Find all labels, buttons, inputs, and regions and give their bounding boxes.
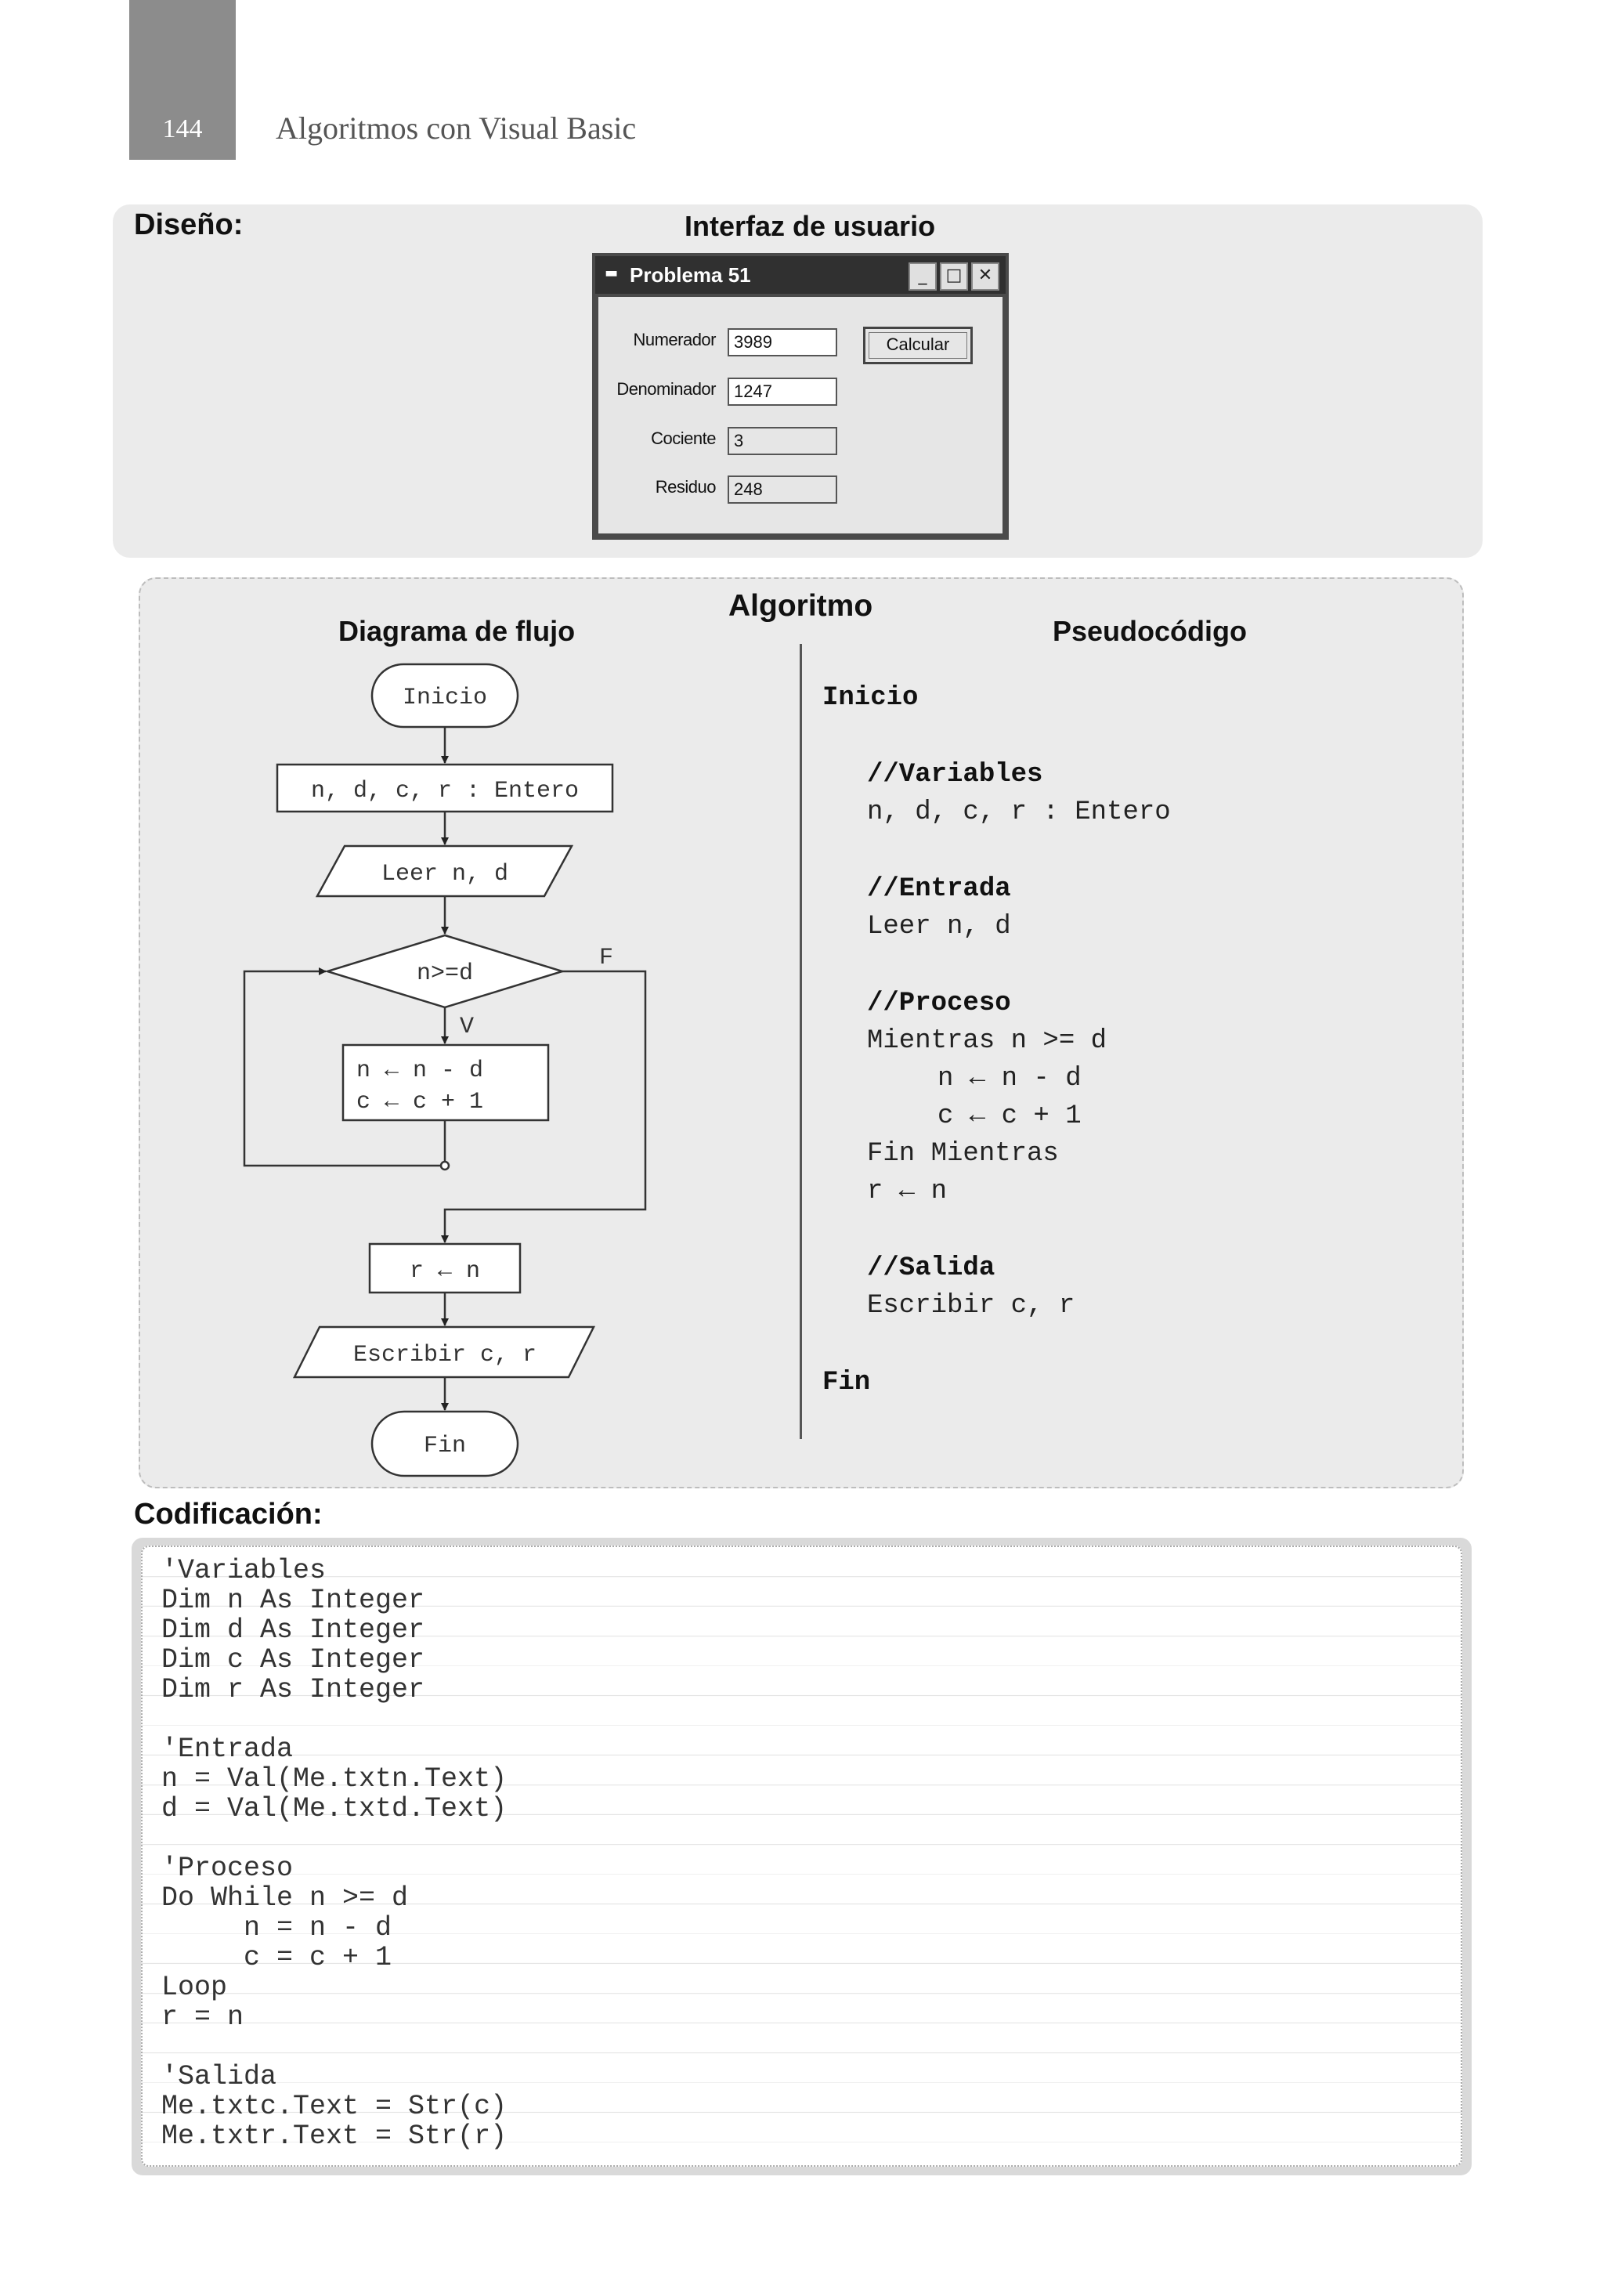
pseudo-in-comment: //Entrada	[867, 874, 1011, 904]
code-line: Dim c As Integer	[161, 1644, 425, 1676]
code-line: Dim n As Integer	[161, 1585, 425, 1616]
pseudo-body1: n ← n - d	[937, 1064, 1082, 1094]
loop-line2: c ← c + 1	[356, 1089, 484, 1115]
cociente-output: 3	[728, 427, 837, 455]
pseudo-while: Mientras n >= d	[867, 1026, 1107, 1056]
code-line: d = Val(Me.txtd.Text)	[161, 1793, 508, 1824]
residuo-output: 248	[728, 475, 837, 504]
window-titlebar	[595, 256, 1006, 294]
numerador-label: Numerador	[633, 330, 716, 349]
calcular-button-label: Calcular	[886, 334, 950, 354]
code-line: Dim d As Integer	[161, 1614, 425, 1646]
code-line: 'Entrada	[161, 1734, 294, 1765]
flowchart	[227, 658, 666, 1481]
app-window	[592, 253, 1009, 540]
code-line: r = n	[161, 2001, 244, 2033]
pseudo-end: Fin	[822, 1368, 871, 1397]
page-number: 144	[162, 114, 203, 143]
start-text: Inicio	[402, 685, 488, 711]
assign-text: r ← n	[409, 1258, 481, 1285]
write-text: Escribir c, r	[352, 1342, 537, 1369]
end-text: Fin	[423, 1433, 467, 1459]
code-line: 'Proceso	[161, 1853, 294, 1884]
ui-title: Interfaz de usuario	[685, 210, 936, 242]
flowchart-title: Diagrama de flujo	[338, 615, 576, 647]
maximize-icon[interactable]: □	[940, 262, 968, 291]
loop-line1: n ← n - d	[356, 1058, 484, 1084]
pseudo-vars: n, d, c, r : Entero	[867, 797, 1171, 827]
read-text: Leer n, d	[381, 861, 509, 888]
pseudo-out: Escribir c, r	[867, 1291, 1075, 1321]
code-line: Do While n >= d	[161, 1882, 409, 1914]
code-line: 'Variables	[161, 1555, 327, 1586]
denominador-input[interactable]: 1247	[728, 378, 837, 406]
cociente-label: Cociente	[651, 428, 716, 448]
residuo-label: Residuo	[655, 477, 716, 497]
minimize-icon[interactable]: _	[909, 262, 937, 291]
code-line: Me.txtr.Text = Str(r)	[161, 2121, 508, 2152]
window-body	[598, 297, 1002, 533]
true-label: V	[459, 1014, 475, 1040]
pseudo-start: Inicio	[822, 683, 919, 713]
code-line: c = c + 1	[161, 1942, 392, 1973]
pseudocode-title: Pseudocódigo	[1053, 615, 1248, 647]
code-line: n = n - d	[161, 1912, 392, 1943]
calcular-button[interactable]	[863, 327, 973, 364]
code-line: Me.txtc.Text = Str(c)	[161, 2091, 508, 2122]
loop-join	[441, 1162, 449, 1170]
pseudo-assign: r ← n	[867, 1177, 948, 1206]
close-icon[interactable]: ✕	[971, 262, 999, 291]
algorithm-title: Algoritmo	[728, 589, 873, 623]
condition-text: n>=d	[416, 960, 474, 987]
code-line: Dim r As Integer	[161, 1674, 425, 1705]
pseudo-vars-comment: //Variables	[867, 760, 1043, 790]
coding-heading: Codificación:	[134, 1498, 323, 1531]
numerador-input[interactable]: 3989	[728, 328, 837, 356]
design-heading: Diseño:	[134, 208, 244, 241]
code-line: 'Salida	[161, 2061, 277, 2092]
pseudo-out-comment: //Salida	[867, 1253, 995, 1283]
window-title: Problema 51	[630, 263, 751, 287]
pseudo-end-while: Fin Mientras	[867, 1139, 1059, 1169]
false-label: F	[598, 945, 614, 971]
pseudo-body2: c ← c + 1	[937, 1101, 1082, 1131]
pseudo-proc-comment: //Proceso	[867, 989, 1011, 1018]
pseudo-in: Leer n, d	[867, 912, 1011, 942]
denominador-label: Denominador	[616, 379, 716, 399]
declare-text: n, d, c, r : Entero	[310, 778, 580, 805]
window-icon: ▬	[605, 265, 619, 281]
code-line: n = Val(Me.txtn.Text)	[161, 1763, 508, 1795]
algorithm-divider	[800, 644, 802, 1439]
book-title: Algoritmos con Visual Basic	[276, 110, 637, 146]
code-line: Loop	[161, 1972, 228, 2003]
